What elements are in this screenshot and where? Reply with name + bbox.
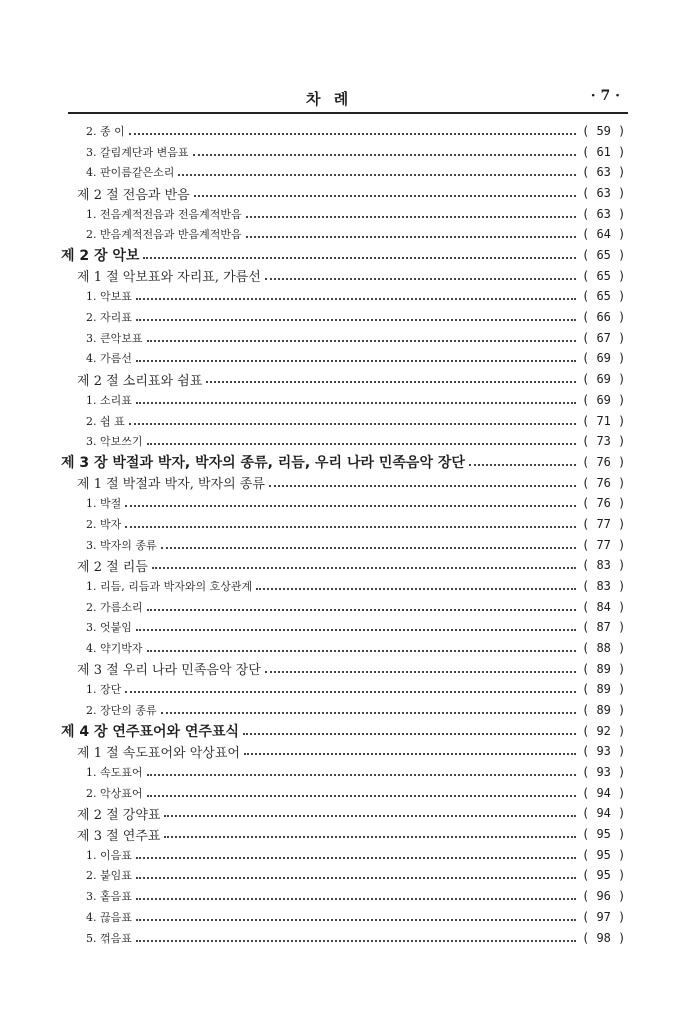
toc-page-number: ( 98 )	[582, 930, 626, 945]
toc-entry-item	[0, 617, 630, 637]
toc-entry-item	[0, 493, 630, 513]
toc-page-number: ( 76 )	[582, 496, 626, 511]
toc-entry-item	[0, 162, 630, 182]
dot-leader	[136, 319, 576, 321]
toc-entry-text: 3. 갈림계단과 변음표	[86, 145, 189, 159]
toc-entry-text: 제 2 절 전음과 반음	[77, 187, 190, 203]
toc-entry-text: 3. 악보쓰기	[86, 435, 143, 449]
dot-leader	[147, 650, 577, 652]
dot-leader	[256, 588, 576, 590]
dot-leader	[152, 567, 576, 569]
toc-entry-text: 제 3 절 연주표	[77, 828, 161, 844]
toc-entry-text: 제 2 절 소리표와 쉼표	[77, 373, 203, 389]
toc-entry-section	[0, 183, 630, 203]
toc-entry-item	[0, 224, 630, 244]
toc-entry-text: 1. 장단	[86, 683, 122, 697]
toc-entry-text: 3. 홑음표	[86, 890, 132, 904]
toc-page-number: ( 67 )	[582, 330, 626, 345]
toc-entry-text: 제 2 절 강약표	[77, 807, 161, 823]
dot-leader	[136, 877, 576, 879]
toc-entry-text: 제 1 절 박절과 박자, 박자의 종류	[77, 477, 265, 493]
toc-entry-text: 5. 꺾음표	[86, 931, 132, 945]
toc-entry-section	[0, 473, 630, 493]
toc-entry-item	[0, 845, 630, 865]
toc-page-number: ( 84 )	[582, 599, 626, 614]
toc-page-number: ( 93 )	[582, 765, 626, 780]
toc-entry-text: 4. 가름선	[86, 352, 132, 366]
toc-entry-item	[0, 762, 630, 782]
toc-entry-text: 2. 장단의 종류	[86, 704, 157, 718]
toc-page-number: ( 63 )	[582, 206, 626, 221]
toc-entry-text: 제 2 장 악보	[61, 248, 140, 265]
toc-entry-section	[0, 741, 630, 761]
toc-page-number: ( 76 )	[582, 475, 626, 490]
toc-page-number: ( 95 )	[582, 827, 626, 842]
dot-leader	[147, 609, 577, 611]
toc-entry-item	[0, 286, 630, 306]
toc-entry-item	[0, 390, 630, 410]
toc-entry-item	[0, 121, 630, 141]
toc-page-number: ( 69 )	[582, 392, 626, 407]
toc-entry-item	[0, 431, 630, 451]
toc-entry-item	[0, 928, 630, 948]
dot-leader	[136, 919, 576, 921]
toc-entry-item	[0, 348, 630, 368]
dot-leader	[265, 671, 576, 673]
toc-entry-text: 제 3 절 우리 나라 민족음악 장단	[77, 663, 261, 679]
toc-entry-text: 1. 속도표어	[86, 766, 143, 780]
dot-leader	[147, 795, 577, 797]
toc-entry-section	[0, 824, 630, 844]
toc-entry-section	[0, 369, 630, 389]
toc-entry-item	[0, 535, 630, 555]
toc-entry-text: 2. 자리표	[86, 311, 132, 325]
toc-page-number: ( 94 )	[582, 806, 626, 821]
dot-leader	[265, 278, 576, 280]
toc-page-number: ( 69 )	[582, 351, 626, 366]
toc-entry-item	[0, 783, 630, 803]
toc-entry-item	[0, 886, 630, 906]
toc-page-number: ( 93 )	[582, 744, 626, 759]
dot-leader	[136, 940, 576, 942]
toc-entry-text: 2. 가름소리	[86, 600, 143, 614]
dot-leader	[147, 443, 577, 445]
dot-leader	[161, 712, 576, 714]
toc-page-number: ( 61 )	[582, 144, 626, 159]
toc-page-number: ( 77 )	[582, 537, 626, 552]
dot-leader	[193, 154, 577, 156]
toc-entry-item	[0, 328, 630, 348]
dot-leader	[125, 526, 576, 528]
toc-entry-text: 1. 악보표	[86, 290, 132, 304]
header-page-number: · 7 ·	[590, 88, 620, 104]
dot-leader	[136, 298, 576, 300]
dot-leader	[136, 402, 576, 404]
toc-entry-text: 1. 이음표	[86, 848, 132, 862]
toc-entry-section	[0, 659, 630, 679]
header-title: 차 례	[306, 90, 353, 108]
toc-page-number: ( 64 )	[582, 227, 626, 242]
toc-entry-item	[0, 700, 630, 720]
toc-entry-chapter	[0, 245, 630, 265]
toc-entry-chapter	[0, 721, 630, 741]
toc-entry-item	[0, 576, 630, 596]
dot-leader	[469, 464, 576, 466]
toc-page-number: ( 63 )	[582, 186, 626, 201]
toc-entry-text: 2. 반음계적전음과 반음계적반음	[86, 228, 242, 242]
toc-entry-text: 4. 약기박자	[86, 642, 143, 655]
toc-entry-section	[0, 803, 630, 823]
toc-page-number: ( 83 )	[582, 558, 626, 573]
dot-leader	[129, 133, 576, 135]
dot-leader	[246, 236, 576, 238]
toc-entry-section	[0, 555, 630, 575]
toc-page-number: ( 97 )	[582, 909, 626, 924]
dot-leader	[136, 360, 576, 362]
toc-page-number: ( 63 )	[582, 165, 626, 180]
toc-entry-text: 제 3 장 박절과 박자, 박자의 종류, 리듬, 우리 나라 민족음악 장단	[61, 454, 465, 471]
toc-entry-text: 1. 박절	[86, 497, 122, 511]
toc-entry-text: 제 4 장 연주표어와 연주표식	[61, 723, 240, 740]
toc-page-number: ( 73 )	[582, 434, 626, 449]
toc-page-number: ( 59 )	[582, 124, 626, 138]
toc-entry-item	[0, 204, 630, 224]
toc-entry-text: 제 1 절 악보표와 자리표, 가름선	[77, 270, 261, 286]
toc-page-number: ( 95 )	[582, 868, 626, 883]
toc-entry-text: 1. 소리표	[86, 393, 132, 407]
dot-leader	[244, 753, 576, 755]
toc-page-number: ( 87 )	[582, 620, 626, 635]
toc-page-number: ( 66 )	[582, 310, 626, 325]
toc-entry-text: 3. 박자의 종류	[86, 538, 157, 552]
toc-page-number: ( 71 )	[582, 413, 626, 428]
toc-page-number: ( 96 )	[582, 889, 626, 904]
toc-page-number: ( 65 )	[582, 248, 626, 263]
toc-page-number: ( 89 )	[582, 703, 626, 718]
toc-entry-text: 3. 엇붙임	[86, 621, 132, 635]
dot-leader	[136, 898, 576, 900]
dot-leader	[125, 505, 576, 507]
toc-page-number: ( 89 )	[582, 682, 626, 697]
toc-entry-item	[0, 597, 630, 617]
dot-leader	[246, 216, 576, 218]
toc-page-number: ( 88 )	[582, 641, 626, 655]
toc-entry-item	[0, 679, 630, 699]
toc-page-number: ( 65 )	[582, 289, 626, 304]
toc-entry-item	[0, 907, 630, 927]
toc-page-number: ( 76 )	[582, 454, 626, 469]
toc-entry-item	[0, 142, 630, 162]
dot-leader	[136, 857, 576, 859]
dot-leader	[194, 195, 576, 197]
toc-page-number: ( 65 )	[582, 268, 626, 283]
toc-page-number: ( 92 )	[582, 723, 626, 738]
dot-leader	[243, 733, 576, 735]
toc-entry-text: 2. 종 이	[86, 125, 125, 138]
toc-entry-section	[0, 266, 630, 286]
toc-entry-text: 2. 악상표어	[86, 786, 143, 800]
toc-entry-item	[0, 865, 630, 885]
toc-entry-item	[0, 411, 630, 431]
toc-entry-text: 3. 큰악보표	[86, 331, 143, 345]
dot-leader	[125, 691, 576, 693]
toc-page-number: ( 83 )	[582, 578, 626, 593]
dot-leader	[147, 340, 577, 342]
toc-page-number: ( 69 )	[582, 372, 626, 387]
dot-leader	[129, 423, 576, 425]
toc-page-number: ( 94 )	[582, 785, 626, 800]
toc-entry-text: 2. 붙임표	[86, 869, 132, 883]
toc-entry-item	[0, 307, 630, 327]
dot-leader	[161, 547, 576, 549]
toc-entry-text: 2. 쉼 표	[86, 414, 125, 428]
toc-page-number: ( 95 )	[582, 847, 626, 862]
dot-leader	[178, 174, 576, 176]
dot-leader	[147, 774, 577, 776]
toc-entry-text: 1. 전음계적전음과 전음계적반음	[86, 207, 242, 221]
dot-leader	[164, 815, 576, 817]
toc-entry-text: 제 2 절 리듬	[77, 559, 148, 575]
toc-entry-text: 2. 박자	[86, 517, 122, 531]
dot-leader	[136, 629, 576, 631]
toc-entry-text: 4. 판이름같은소리	[86, 166, 175, 180]
toc-entry-item	[0, 638, 630, 658]
toc-entry-item	[0, 514, 630, 534]
toc-page-number: ( 89 )	[582, 661, 626, 676]
dot-leader	[269, 485, 576, 487]
dot-leader	[206, 381, 576, 383]
toc-entry-text: 1. 리듬, 리듬과 박자와의 호상관계	[86, 579, 253, 593]
toc-entry-chapter	[0, 452, 630, 472]
toc-entry-text: 4. 끊음표	[86, 910, 132, 924]
dot-leader	[143, 257, 576, 259]
dot-leader	[164, 836, 576, 838]
toc-entry-text: 제 1 절 속도표어와 악상표어	[77, 745, 240, 761]
toc-page-number: ( 77 )	[582, 516, 626, 531]
